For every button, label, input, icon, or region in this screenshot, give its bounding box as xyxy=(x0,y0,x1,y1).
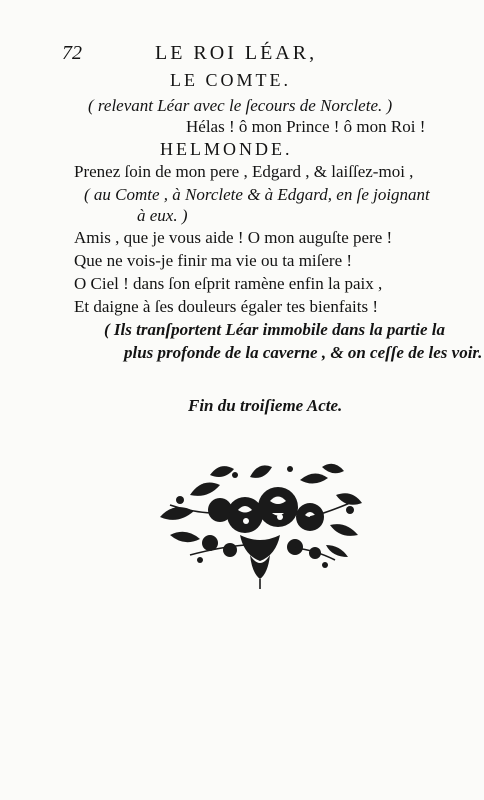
stage-direction-2a: ( au Comte , à Norclete & à Edgard, en ſe joignant xyxy=(84,185,430,204)
verse-line-3: Amis , que je vous aide ! O mon auguſte pere ! xyxy=(74,228,393,247)
page-number: 72 xyxy=(62,42,82,64)
stage-direction-2b: à eux. ) xyxy=(137,206,188,225)
verse-line-5: O Ciel ! dans ſon eſprit ramène enfin la paix , xyxy=(74,274,383,293)
speaker-helmonde: HELMONDE. xyxy=(160,139,293,159)
stage-direction-3a: ( Ils tranſportent Léar immobile dans la partie la xyxy=(104,320,445,339)
speaker-le-comte: LE COMTE. xyxy=(170,70,291,90)
verse-line-1: Hélas ! ô mon Prince ! ô mon Roi ! xyxy=(186,117,426,136)
stage-direction-3b: plus profonde de la caverne , & on ceſſe de les voir. xyxy=(124,343,483,362)
verse-line-2: Prenez ſoin de mon pere , Edgard , & laiſſez-moi , xyxy=(74,162,414,181)
running-title: LE ROI LÉAR, xyxy=(155,42,318,64)
end-of-act: Fin du troiſieme Acte. xyxy=(188,396,343,415)
stage-direction-1: ( relevant Léar avec le ſecours de Norclete. ) xyxy=(88,96,393,115)
floral-ornament xyxy=(150,455,370,590)
verse-line-4: Que ne vois-je finir ma vie ou ta miſere ! xyxy=(74,251,353,270)
verse-line-6: Et daigne à ſes douleurs égaler tes bienfaits ! xyxy=(74,297,378,316)
